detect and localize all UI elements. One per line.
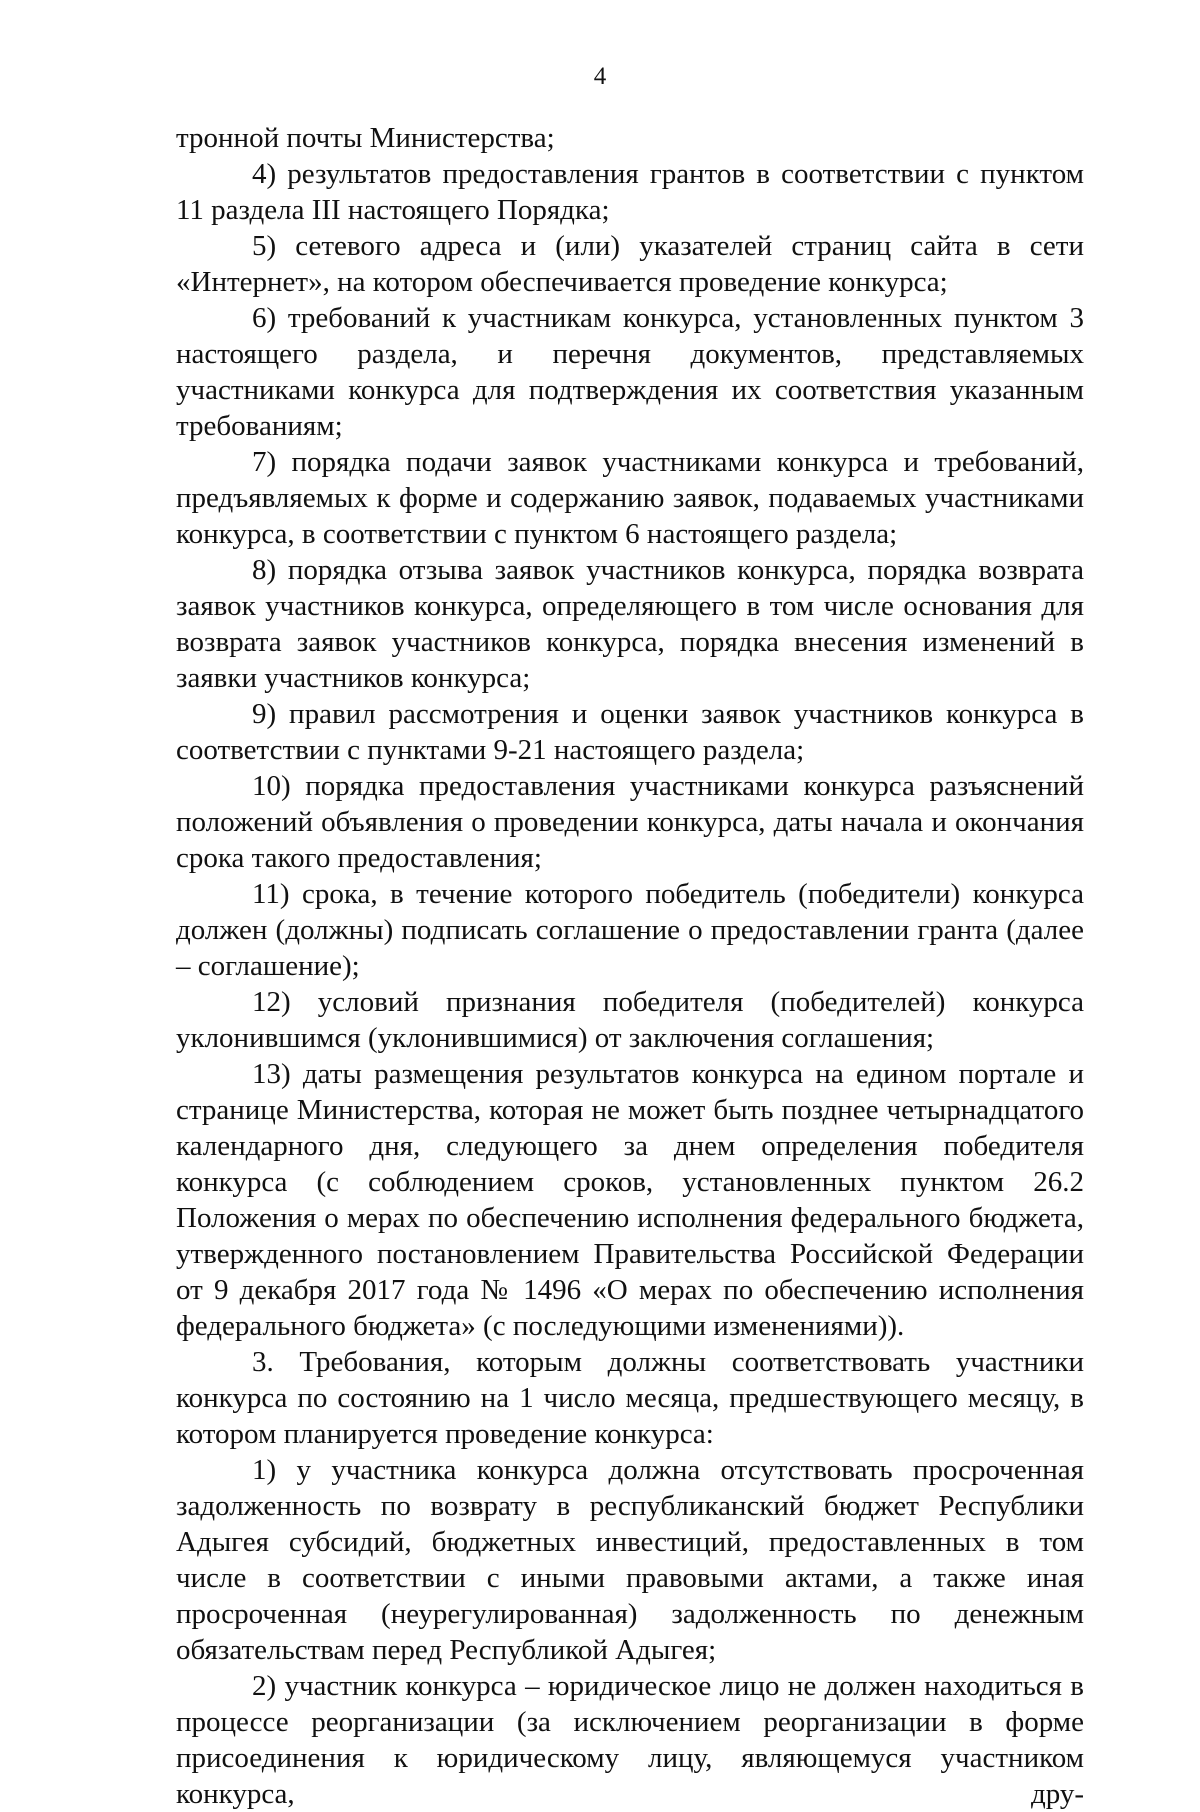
paragraph: 7) порядка подачи заявок участниками конкурса и требований, предъявляемых к форме и содержанию заявок, подаваемых участниками конкурса, в соответствии с пунктом 6 настоящего раздела; [176, 446, 1084, 550]
paragraph: 13) даты размещения результатов конкурса на едином портале и странице Министерства, которая не может быть позднее четырнадцатого календарного дня, следующего за днем определения победителя конкурса (с соблюдением сроков, установленных пунктом 26.2 Положения о мерах по обеспечению исполнения федерального бюджета, утвержденного постановлением Правительства Российской Федерации от 9 декабря 2017 года № 1496 «О мерах по обеспечению исполнения федерального бюджета» (с последующими изменениями)). [176, 1058, 1084, 1342]
document-body [176, 120, 1084, 1812]
page-number: 4 [593, 63, 607, 90]
paragraph: 9) правил рассмотрения и оценки заявок участников конкурса в соответствии с пунктами 9-21 настоящего раздела; [176, 698, 1084, 766]
paragraph: 1) у участника конкурса должна отсутствовать просроченная задолженность по возврату в республиканский бюджет Республики Адыгея субсидий, бюджетных инвестиций, предоставленных в том числе в соответствии с иными правовыми актами, а также иная просроченная (неурегулированная) задолженность по денежным обязательствам перед Республикой Адыгея; [176, 1454, 1084, 1666]
paragraph: тронной почты Министерства; [176, 122, 555, 154]
paragraph: 4) результатов предоставления грантов в соответствии с пунктом 11 раздела III настоящего Порядка; [176, 158, 1084, 226]
paragraph: 3. Требования, которым должны соответствовать участники конкурса по состоянию на 1 число месяца, предшествующего месяцу, в котором планируется проведение конкурса: [176, 1346, 1084, 1450]
paragraph: 12) условий признания победителя (победителей) конкурса уклонившимся (уклонившимися) от заключения соглашения; [176, 986, 1084, 1054]
paragraph: 11) срока, в течение которого победитель (победители) конкурса должен (должны) подписать соглашение о предоставлении гранта (далее – соглашение); [176, 878, 1084, 982]
paragraph: 5) сетевого адреса и (или) указателей страниц сайта в сети «Интернет», на котором обеспечивается проведение конкурса; [176, 230, 1084, 298]
paragraph: 2) участник конкурса – юридическое лицо не должен находиться в процессе реорганизации (за исключением реорганизации в форме присоединения к юридическому лицу, являющемуся участником конкурса, дру- [176, 1670, 1084, 1810]
paragraph: 8) порядка отзыва заявок участников конкурса, порядка возврата заявок участников конкурса, определяющего в том числе основания для возврата заявок участников конкурса, порядка внесения изменений в заявки участников конкурса; [176, 554, 1084, 694]
paragraph: 10) порядка предоставления участниками конкурса разъяснений положений объявления о проведении конкурса, даты начала и окончания срока такого предоставления; [176, 770, 1084, 874]
paragraph: 6) требований к участникам конкурса, установленных пунктом 3 настоящего раздела, и перечня документов, представляемых участниками конкурса для подтверждения их соответствия указанным требованиям; [176, 302, 1084, 442]
